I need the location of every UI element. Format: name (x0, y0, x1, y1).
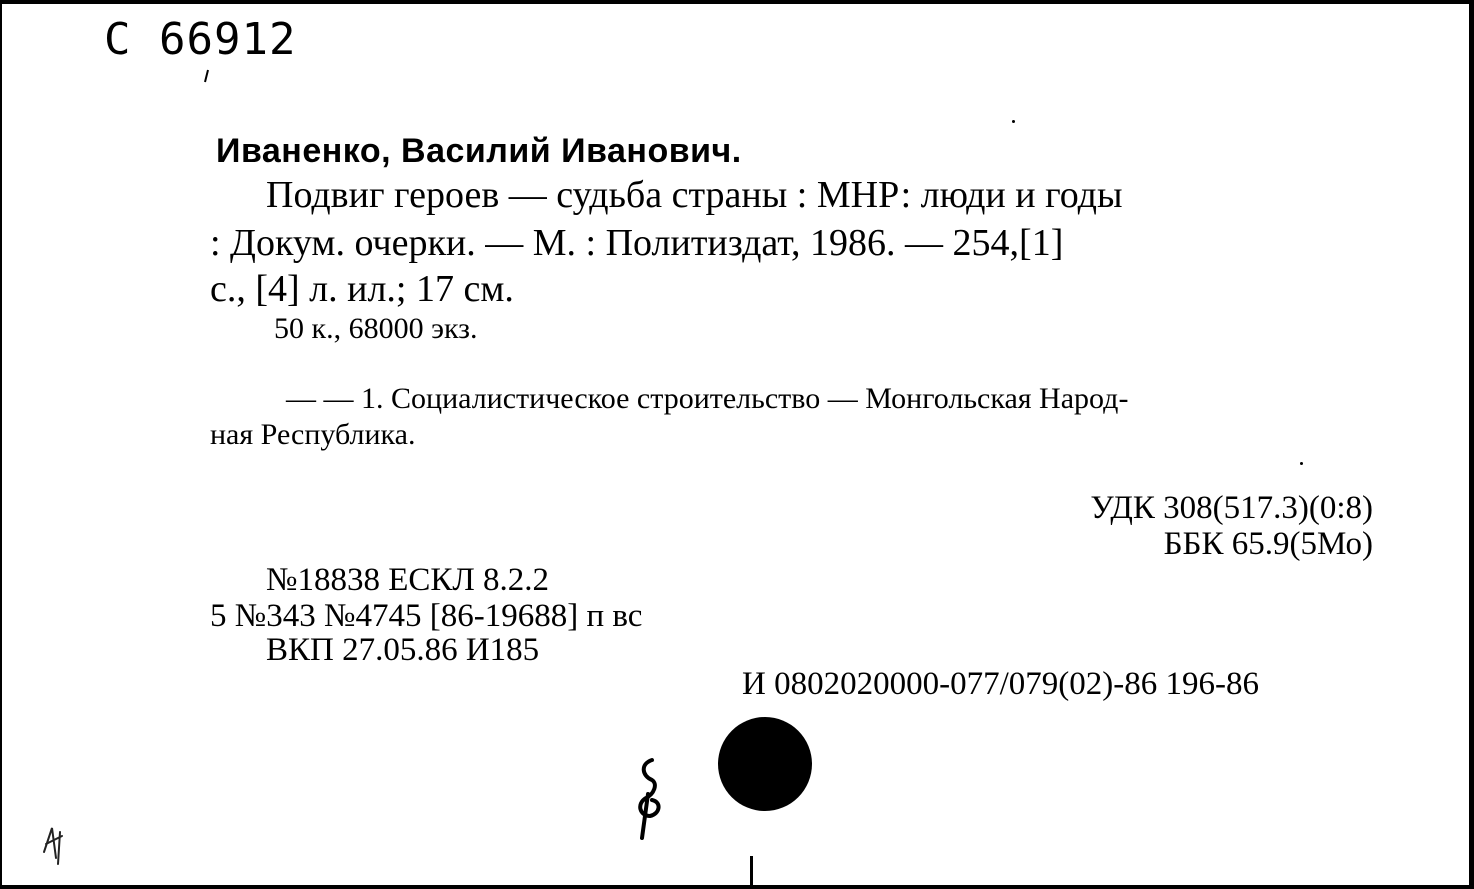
subject-heading-line-1: — — 1. Социалистическое строительство — Монгольская Народ- (286, 382, 1129, 415)
registration-line-2: 5 №343 №4745 [86-19688] п вс (210, 598, 643, 634)
bbk-classification: ББК 65.9(5Мо) (1163, 526, 1373, 562)
description-line-3: с., [4] л. ил.; 17 см. (210, 268, 514, 310)
dust-speck (1300, 462, 1303, 465)
punch-hole (718, 717, 812, 811)
author-heading: Иваненко, Василий Иванович. (216, 132, 742, 170)
handwritten-mark-icon (622, 754, 672, 844)
call-number: С 66912 (104, 14, 297, 65)
bottom-rod-tick (750, 856, 753, 888)
subject-heading-line-2: ная Республика. (210, 418, 416, 451)
udk-classification: УДК 308(517.3)(0:8) (1090, 490, 1373, 526)
dust-speck (1012, 120, 1015, 123)
registration-line-3: ВКП 27.05.86 И185 (266, 632, 540, 668)
ink-stroke-icon (202, 68, 212, 84)
description-line-1: Подвиг героев — судьба страны : МНР: люди и годы (266, 174, 1123, 216)
catalog-index-code: И 0802020000-077/079(02)-86 196-86 (742, 666, 1259, 702)
price-print-run: 50 к., 68000 экз. (274, 312, 478, 345)
handwritten-pencil-mark-icon (38, 822, 68, 868)
registration-line-1: №18838 ЕСКЛ 8.2.2 (266, 562, 550, 598)
description-line-2: : Докум. очерки. — М. : Политиздат, 1986. — 254,[1] (210, 222, 1064, 264)
